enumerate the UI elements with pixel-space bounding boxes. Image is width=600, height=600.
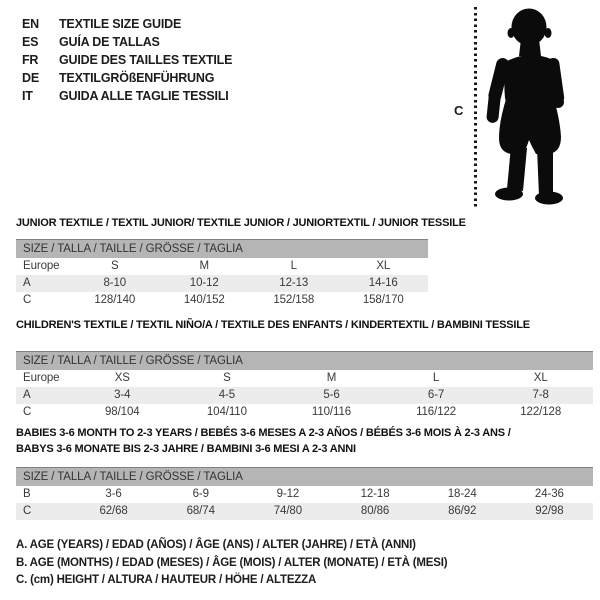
size-cell: 86/92 bbox=[448, 505, 477, 517]
size-cell: 74/80 bbox=[273, 505, 303, 517]
size-cell: 8-10 bbox=[103, 277, 127, 289]
size-cell: 3-6 bbox=[105, 488, 122, 500]
size-cell: 152/158 bbox=[273, 294, 315, 306]
size-cell: 128/140 bbox=[94, 294, 136, 306]
size-cell: 98/104 bbox=[105, 406, 140, 418]
table-row bbox=[16, 292, 428, 309]
guide-title: TEXTILE SIZE GUIDE bbox=[59, 17, 182, 31]
junior-section-title: JUNIOR TEXTILE / TEXTIL JUNIOR/ TEXTILE JUNIOR / JUNIORTEXTIL / JUNIOR TESSILE bbox=[16, 217, 466, 229]
size-cell: 12-13 bbox=[279, 277, 309, 289]
language-row bbox=[22, 51, 232, 69]
size-cell: 10-12 bbox=[189, 277, 219, 289]
row-label: Europe bbox=[23, 260, 60, 272]
row-label: C bbox=[23, 406, 32, 418]
babies-title-line2: BABYS 3-6 MONATE BIS 2-3 JAHRE / BAMBINI 3-6 MESI A 2-3 ANNI bbox=[16, 443, 356, 455]
size-cell: 92/98 bbox=[535, 505, 564, 517]
size-cell: S bbox=[223, 372, 231, 384]
size-cell: 6-7 bbox=[427, 389, 445, 401]
size-cell: 24-36 bbox=[534, 488, 564, 500]
toddler-silhouette-icon bbox=[486, 6, 578, 206]
size-header-bar: SIZE / TALLA / TAILLE / GRÖSSE / TAGLIA bbox=[16, 240, 428, 258]
guide-title: GUIDE DES TAILLES TEXTILE bbox=[59, 53, 233, 67]
language-row bbox=[22, 87, 232, 105]
table-row bbox=[16, 387, 593, 404]
size-cell: 6-9 bbox=[192, 488, 209, 500]
size-cell: 68/74 bbox=[186, 505, 215, 517]
size-table bbox=[16, 467, 593, 520]
size-cell: 4-5 bbox=[218, 389, 236, 401]
size-cell: 7-8 bbox=[532, 389, 549, 401]
height-figure bbox=[448, 0, 600, 215]
row-label: C bbox=[23, 294, 32, 306]
size-table bbox=[16, 239, 428, 309]
size-cell: 140/152 bbox=[183, 294, 225, 306]
row-label: A bbox=[23, 389, 31, 401]
language-code: IT bbox=[22, 89, 33, 103]
guide-title: GUIDA ALLE TAGLIE TESSILI bbox=[59, 89, 229, 103]
size-cell: 9-12 bbox=[276, 488, 300, 500]
size-cell: L bbox=[290, 260, 297, 272]
table-row bbox=[16, 370, 593, 387]
guide-title: TEXTILGRÖßENFÜHRUNG bbox=[59, 71, 215, 85]
babies-title-line1: BABIES 3-6 MONTH TO 2-3 YEARS / BEBÉS 3-6 MESES A 2-3 AÑOS / BÉBÉS 3-6 MOIS À 2-3 ANS / bbox=[16, 427, 511, 439]
size-table bbox=[16, 351, 593, 421]
language-row bbox=[22, 69, 232, 87]
row-label: Europe bbox=[23, 372, 60, 384]
language-row bbox=[22, 15, 232, 33]
size-cell: 122/128 bbox=[520, 406, 562, 418]
legend-note: A. AGE (YEARS) / EDAD (AÑOS) / ÂGE (ANS) / ALTER (JAHRE) / ETÀ (ANNI) bbox=[16, 539, 416, 551]
size-cell: M bbox=[199, 260, 209, 272]
table-row bbox=[16, 258, 428, 275]
size-cell: 18-24 bbox=[447, 488, 477, 500]
size-cell: 14-16 bbox=[368, 277, 398, 289]
size-cell: XL bbox=[533, 372, 548, 384]
table-row bbox=[16, 404, 593, 421]
size-cell: S bbox=[110, 260, 119, 272]
size-cell: 5-6 bbox=[323, 389, 340, 401]
junior-size-table-container bbox=[16, 239, 428, 309]
row-label: C bbox=[23, 505, 32, 517]
size-cell: 104/110 bbox=[206, 406, 247, 418]
language-row bbox=[22, 33, 232, 51]
size-header-bar: SIZE / TALLA / TAILLE / GRÖSSE / TAGLIA bbox=[16, 468, 593, 486]
height-measure-dashed-line bbox=[474, 7, 477, 207]
language-code: DE bbox=[22, 71, 39, 85]
legend-notes bbox=[16, 537, 447, 590]
children-section-title: CHILDREN'S TEXTILE / TEXTIL NIÑO/A / TEXTILE DES ENFANTS / KINDERTEXTIL / BAMBINI TESSILE bbox=[16, 319, 530, 331]
language-code: ES bbox=[22, 35, 39, 49]
babies-size-table-container bbox=[16, 467, 593, 520]
row-label: A bbox=[23, 277, 31, 289]
size-cell: M bbox=[326, 372, 337, 384]
size-cell: 116/122 bbox=[416, 406, 457, 418]
babies-section-title bbox=[16, 425, 511, 457]
size-cell: 12-18 bbox=[360, 488, 390, 500]
legend-note: C. (cm) HEIGHT / ALTURA / HAUTEUR / HÖHE / ALTEZZA bbox=[16, 574, 317, 586]
guide-title: GUÍA DE TALLAS bbox=[59, 35, 160, 49]
size-cell: 3-4 bbox=[114, 389, 131, 401]
language-code: EN bbox=[22, 17, 39, 31]
size-cell: 80/86 bbox=[360, 505, 390, 517]
size-cell: XS bbox=[114, 372, 130, 384]
table-row bbox=[16, 503, 593, 520]
children-size-table-container bbox=[16, 351, 593, 421]
table-row bbox=[16, 275, 428, 292]
size-cell: 62/68 bbox=[99, 505, 128, 517]
language-title-list bbox=[22, 15, 232, 105]
size-cell: 110/116 bbox=[311, 406, 352, 418]
row-label: B bbox=[23, 488, 31, 500]
size-cell: XL bbox=[376, 260, 391, 272]
language-code: FR bbox=[22, 53, 39, 67]
size-cell: L bbox=[432, 372, 440, 384]
height-measure-label: C bbox=[454, 103, 464, 118]
table-row bbox=[16, 486, 593, 503]
size-header-bar: SIZE / TALLA / TAILLE / GRÖSSE / TAGLIA bbox=[16, 352, 593, 370]
size-cell: 158/170 bbox=[362, 294, 404, 306]
legend-note: B. AGE (MONTHS) / EDAD (MESES) / ÂGE (MOIS) / ALTER (MONATE) / ETÀ (MESI) bbox=[16, 556, 448, 569]
